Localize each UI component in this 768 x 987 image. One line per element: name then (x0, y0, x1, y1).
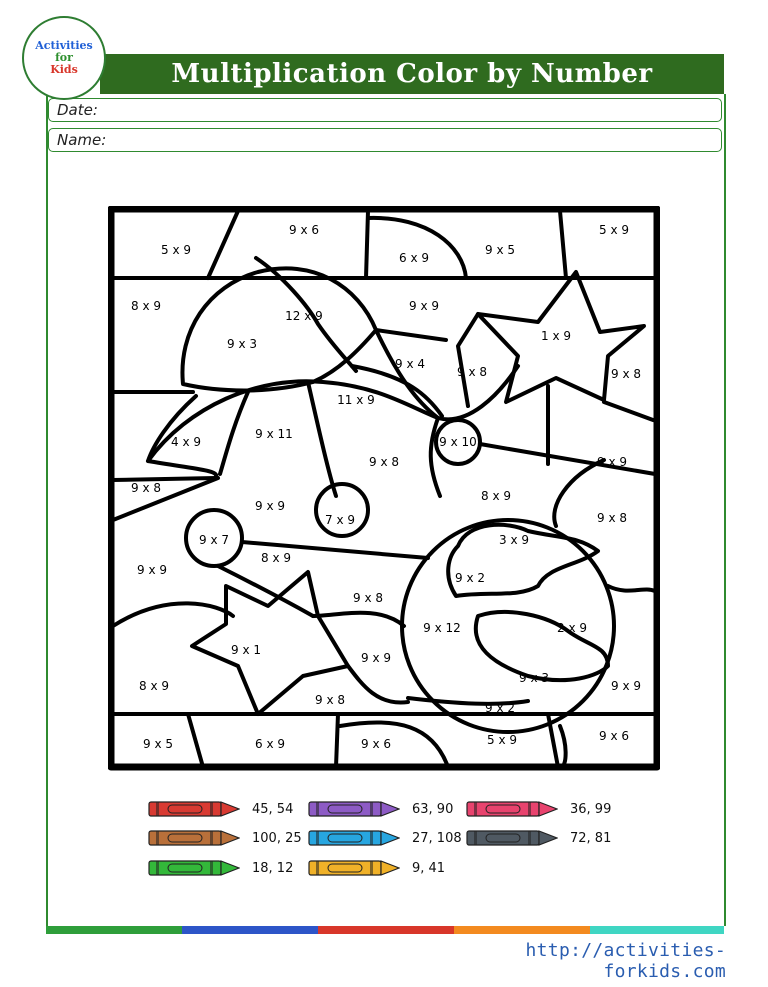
title-banner (100, 54, 724, 94)
green-crayon-icon (148, 858, 240, 878)
puzzle-label: 9 x 8 (457, 365, 487, 379)
name-field[interactable] (48, 128, 722, 152)
puzzle-label: 9 x 8 (597, 511, 627, 525)
puzzle-label: 8 x 9 (131, 299, 161, 313)
puzzle-label: 9 x 8 (369, 455, 399, 469)
legend-values: 72, 81 (570, 830, 612, 846)
color-by-number-puzzle (108, 206, 660, 772)
puzzle-label: 2 x 9 (557, 621, 587, 635)
puzzle-label: 5 x 9 (487, 733, 517, 747)
logo-line-2: for (55, 51, 73, 64)
footer-stripe-2 (182, 926, 318, 934)
red-crayon-icon (148, 799, 240, 819)
puzzle-label: 9 x 6 (361, 737, 391, 751)
legend-values: 36, 99 (570, 801, 612, 817)
puzzle-label: 9 x 11 (255, 427, 293, 441)
puzzle-label: 9 x 9 (137, 563, 167, 577)
puzzle-label: 9 x 1 (231, 643, 261, 657)
legend-item-brown (148, 827, 302, 849)
website-url[interactable]: http://activities-forkids.com (525, 940, 726, 982)
puzzle-label: 5 x 9 (599, 223, 629, 237)
blue-crayon-icon (308, 828, 400, 848)
purple-crayon-icon (308, 799, 400, 819)
puzzle-label: 8 x 9 (481, 489, 511, 503)
site-logo (22, 16, 106, 100)
puzzle-label: 9 x 8 (315, 693, 345, 707)
region-outlines (111, 209, 657, 767)
yellow-crayon-icon (308, 858, 400, 878)
puzzle-label: 8 x 9 (139, 679, 169, 693)
name-label: Name: (57, 131, 107, 149)
footer-stripe-5 (590, 926, 724, 934)
legend-values: 63, 90 (412, 801, 454, 817)
puzzle-label: 9 x 8 (353, 591, 383, 605)
logo-line-1: Activities (35, 39, 93, 52)
legend-item-yellow (308, 857, 445, 879)
legend-item-purple (308, 798, 453, 820)
puzzle-label: 11 x 9 (337, 393, 375, 407)
legend-item-green (148, 857, 293, 879)
puzzle-label: 9 x 4 (395, 357, 425, 371)
puzzle-label: 5 x 9 (161, 243, 191, 257)
puzzle-label: 7 x 9 (325, 513, 355, 527)
legend-values: 100, 25 (252, 830, 302, 846)
puzzle-label: 9 x 5 (485, 243, 515, 257)
logo-line-3: Kids (50, 63, 78, 76)
legend-values: 45, 54 (252, 801, 294, 817)
puzzle-label: 9 x 2 (455, 571, 485, 585)
footer-stripe-1 (46, 926, 182, 934)
puzzle-label: 9 x 9 (611, 679, 641, 693)
puzzle-label: 9 x 6 (599, 729, 629, 743)
puzzle-label: 9 x 6 (289, 223, 319, 237)
gray-crayon-icon (466, 828, 558, 848)
footer-stripe-4 (454, 926, 590, 934)
puzzle-label: 9 x 9 (409, 299, 439, 313)
puzzle-label: 6 x 9 (255, 737, 285, 751)
legend-values: 9, 41 (412, 860, 446, 876)
puzzle-label: 4 x 9 (171, 435, 201, 449)
legend-values: 27, 108 (412, 830, 462, 846)
puzzle-label: 9 x 10 (439, 435, 477, 449)
legend-item-gray (466, 827, 611, 849)
brown-crayon-icon (148, 828, 240, 848)
puzzle-label: 9 x 3 (227, 337, 257, 351)
legend-item-pink (466, 798, 611, 820)
puzzle-label: 1 x 9 (541, 329, 571, 343)
puzzle-label: 9 x 3 (519, 671, 549, 685)
puzzle-label: 12 x 9 (285, 309, 323, 323)
puzzle-label: 9 x 5 (143, 737, 173, 751)
puzzle-label: 9 x 8 (611, 367, 641, 381)
legend-item-red (148, 798, 293, 820)
color-legend (148, 798, 628, 884)
legend-item-blue (308, 827, 462, 849)
footer-stripe-3 (318, 926, 454, 934)
date-field[interactable] (48, 98, 722, 122)
puzzle-label: 8 x 9 (261, 551, 291, 565)
puzzle-label: 9 x 8 (131, 481, 161, 495)
puzzle-label: 9 x 9 (361, 651, 391, 665)
puzzle-label: 6 x 9 (399, 251, 429, 265)
puzzle-label: 9 x 2 (485, 701, 515, 715)
puzzle-label: 3 x 9 (499, 533, 529, 547)
puzzle-label: 9 x 9 (597, 455, 627, 469)
puzzle-label: 9 x 7 (199, 533, 229, 547)
legend-values: 18, 12 (252, 860, 294, 876)
page-title: Multiplication Color by Number (171, 59, 653, 89)
puzzle-label: 9 x 12 (423, 621, 461, 635)
date-label: Date: (57, 101, 98, 119)
puzzle-label: 9 x 9 (255, 499, 285, 513)
pink-crayon-icon (466, 799, 558, 819)
